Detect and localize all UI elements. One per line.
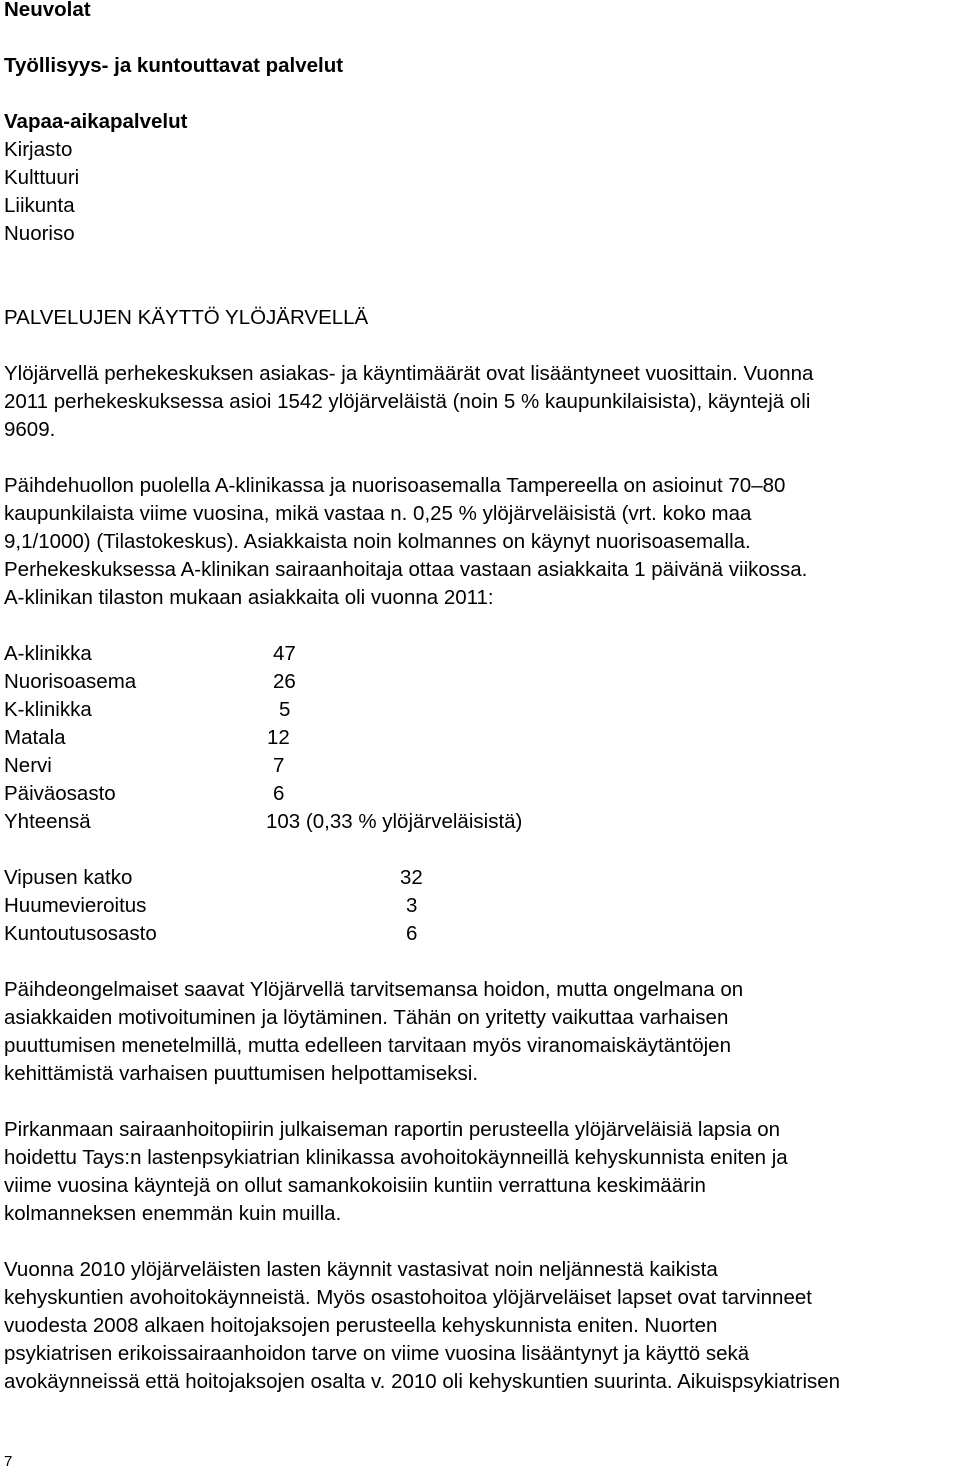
paragraph-line: kehittämistä varhaisen puuttumisen helpottamiseksi. [4,1062,479,1085]
row-label: Nervi [4,754,52,777]
paragraph-line: psykiatrisen erikoissairaanhoidon tarve on viime vuosina lisääntynyt ja käyttö sekä [4,1342,750,1365]
row-value: 26 [273,670,296,693]
paragraph-line: Pirkanmaan sairaanhoitopiirin julkaiseman raportin perusteella ylöjärveläisiä lapsia on [4,1118,780,1141]
row-label: Kuntoutusosasto [4,922,157,945]
row-value: 7 [273,754,285,777]
row-value: 47 [273,642,296,665]
paragraph-line: kaupunkilaista viime vuosina, mikä vastaa n. 0,25 % ylöjärveläisistä (vrt. koko maa [4,502,752,525]
list-item: Liikunta [4,194,75,217]
section-title: PALVELUJEN KÄYTTÖ YLÖJÄRVELLÄ [4,306,369,329]
row-label: Yhteensä [4,810,91,833]
paragraph-line: asiakkaiden motivoituminen ja löytäminen. Tähän on yritetty vaikuttaa varhaisen [4,1006,729,1029]
document-page [4,0,956,1396]
list-item: Nuoriso [4,222,75,245]
paragraph-line: kolmanneksen enemmän kuin muilla. [4,1202,342,1225]
paragraph-line: 9,1/1000) (Tilastokeskus). Asiakkaista noin kolmannes on käynyt nuorisoasemalla. [4,530,751,553]
row-value: 12 [267,726,290,749]
paragraph-line: 9609. [4,418,56,441]
row-value: 5 [279,698,291,721]
row-value: 32 [400,866,423,889]
paragraph-perhekeskus [4,360,956,444]
list-item: Kirjasto [4,138,73,161]
table-row [4,780,956,808]
paragraph-line: 2011 perhekeskuksessa asioi 1542 ylöjärveläistä (noin 5 % kaupunkilaisista), käyntejä oli [4,390,811,413]
list-item: Kulttuuri [4,166,80,189]
paragraph-line: Päihdeongelmaiset saavat Ylöjärvellä tarvitsemansa hoidon, mutta ongelmana on [4,978,744,1001]
row-value: 3 [406,894,418,917]
paragraph-line: kehyskuntien avohoitokäynneistä. Myös osastohoitoa ylöjärveläiset lapset ovat tarvinneet [4,1286,812,1309]
row-label: Matala [4,726,66,749]
row-value: 6 [273,782,285,805]
table-row [4,640,956,668]
paragraph-line: Päihdehuollon puolella A-klinikassa ja nuorisoasemalla Tampereella on asioinut 70–80 [4,474,786,497]
paragraph-line: Ylöjärvellä perhekeskuksen asiakas- ja käyntimäärät ovat lisääntyneet vuosittain. Vuonna [4,362,814,385]
paragraph-pirkanmaa [4,1116,956,1228]
row-label: A-klinikka [4,642,92,665]
row-label: Huumevieroitus [4,894,147,917]
table-row [4,864,956,892]
row-label: Vipusen katko [4,866,133,889]
paragraph-line: vuodesta 2008 alkaen hoitojaksojen perusteella kehyskunnista eniten. Nuorten [4,1314,718,1337]
table-row [4,668,956,696]
paragraph-line: Vuonna 2010 ylöjärveläisten lasten käynnit vastasivat noin neljännestä kaikista [4,1258,718,1281]
table-row [4,920,956,948]
paragraph-line: puuttumisen menetelmillä, mutta edelleen tarvitaan myös viranomaiskäytäntöjen [4,1034,731,1057]
paragraph-vuonna-2010 [4,1256,956,1396]
page-number: 7 [4,1453,13,1470]
row-value: 103 (0,33 % ylöjärveläisistä) [266,810,523,833]
heading-tyollisyys: Työllisyys- ja kuntouttavat palvelut [4,54,344,77]
row-label: Päiväosasto [4,782,116,805]
paragraph-line: viime vuosina käyntejä on ollut samankokoisiin kuntiin verrattuna keskimäärin [4,1174,706,1197]
table-row [4,696,956,724]
treatment-stats-table [4,864,956,948]
row-label: K-klinikka [4,698,92,721]
paragraph-line: avokäynneissä että hoitojaksojen osalta v. 2010 oli kehyskuntien suurinta. Aikuispsykiatrisen [4,1370,841,1393]
table-row [4,808,956,836]
table-row [4,892,956,920]
paragraph-paihdeongelmaiset [4,976,956,1088]
heading-vapaa-aika: Vapaa-aikapalvelut [4,110,188,133]
clinic-stats-table [4,640,956,836]
heading-neuvolat: Neuvolat [4,0,91,21]
table-row [4,724,956,752]
row-label: Nuorisoasema [4,670,137,693]
paragraph-line: Perhekeskuksessa A-klinikan sairaanhoitaja ottaa vastaan asiakkaita 1 päivänä viikossa. [4,558,808,581]
paragraph-line: A-klinikan tilaston mukaan asiakkaita oli vuonna 2011: [4,586,494,609]
table-row [4,752,956,780]
row-value: 6 [406,922,418,945]
paragraph-line: hoidettu Tays:n lastenpsykiatrian klinikassa avohoitokäynneillä kehyskunnista eniten ja [4,1146,788,1169]
paragraph-paihdehuolto [4,472,956,612]
